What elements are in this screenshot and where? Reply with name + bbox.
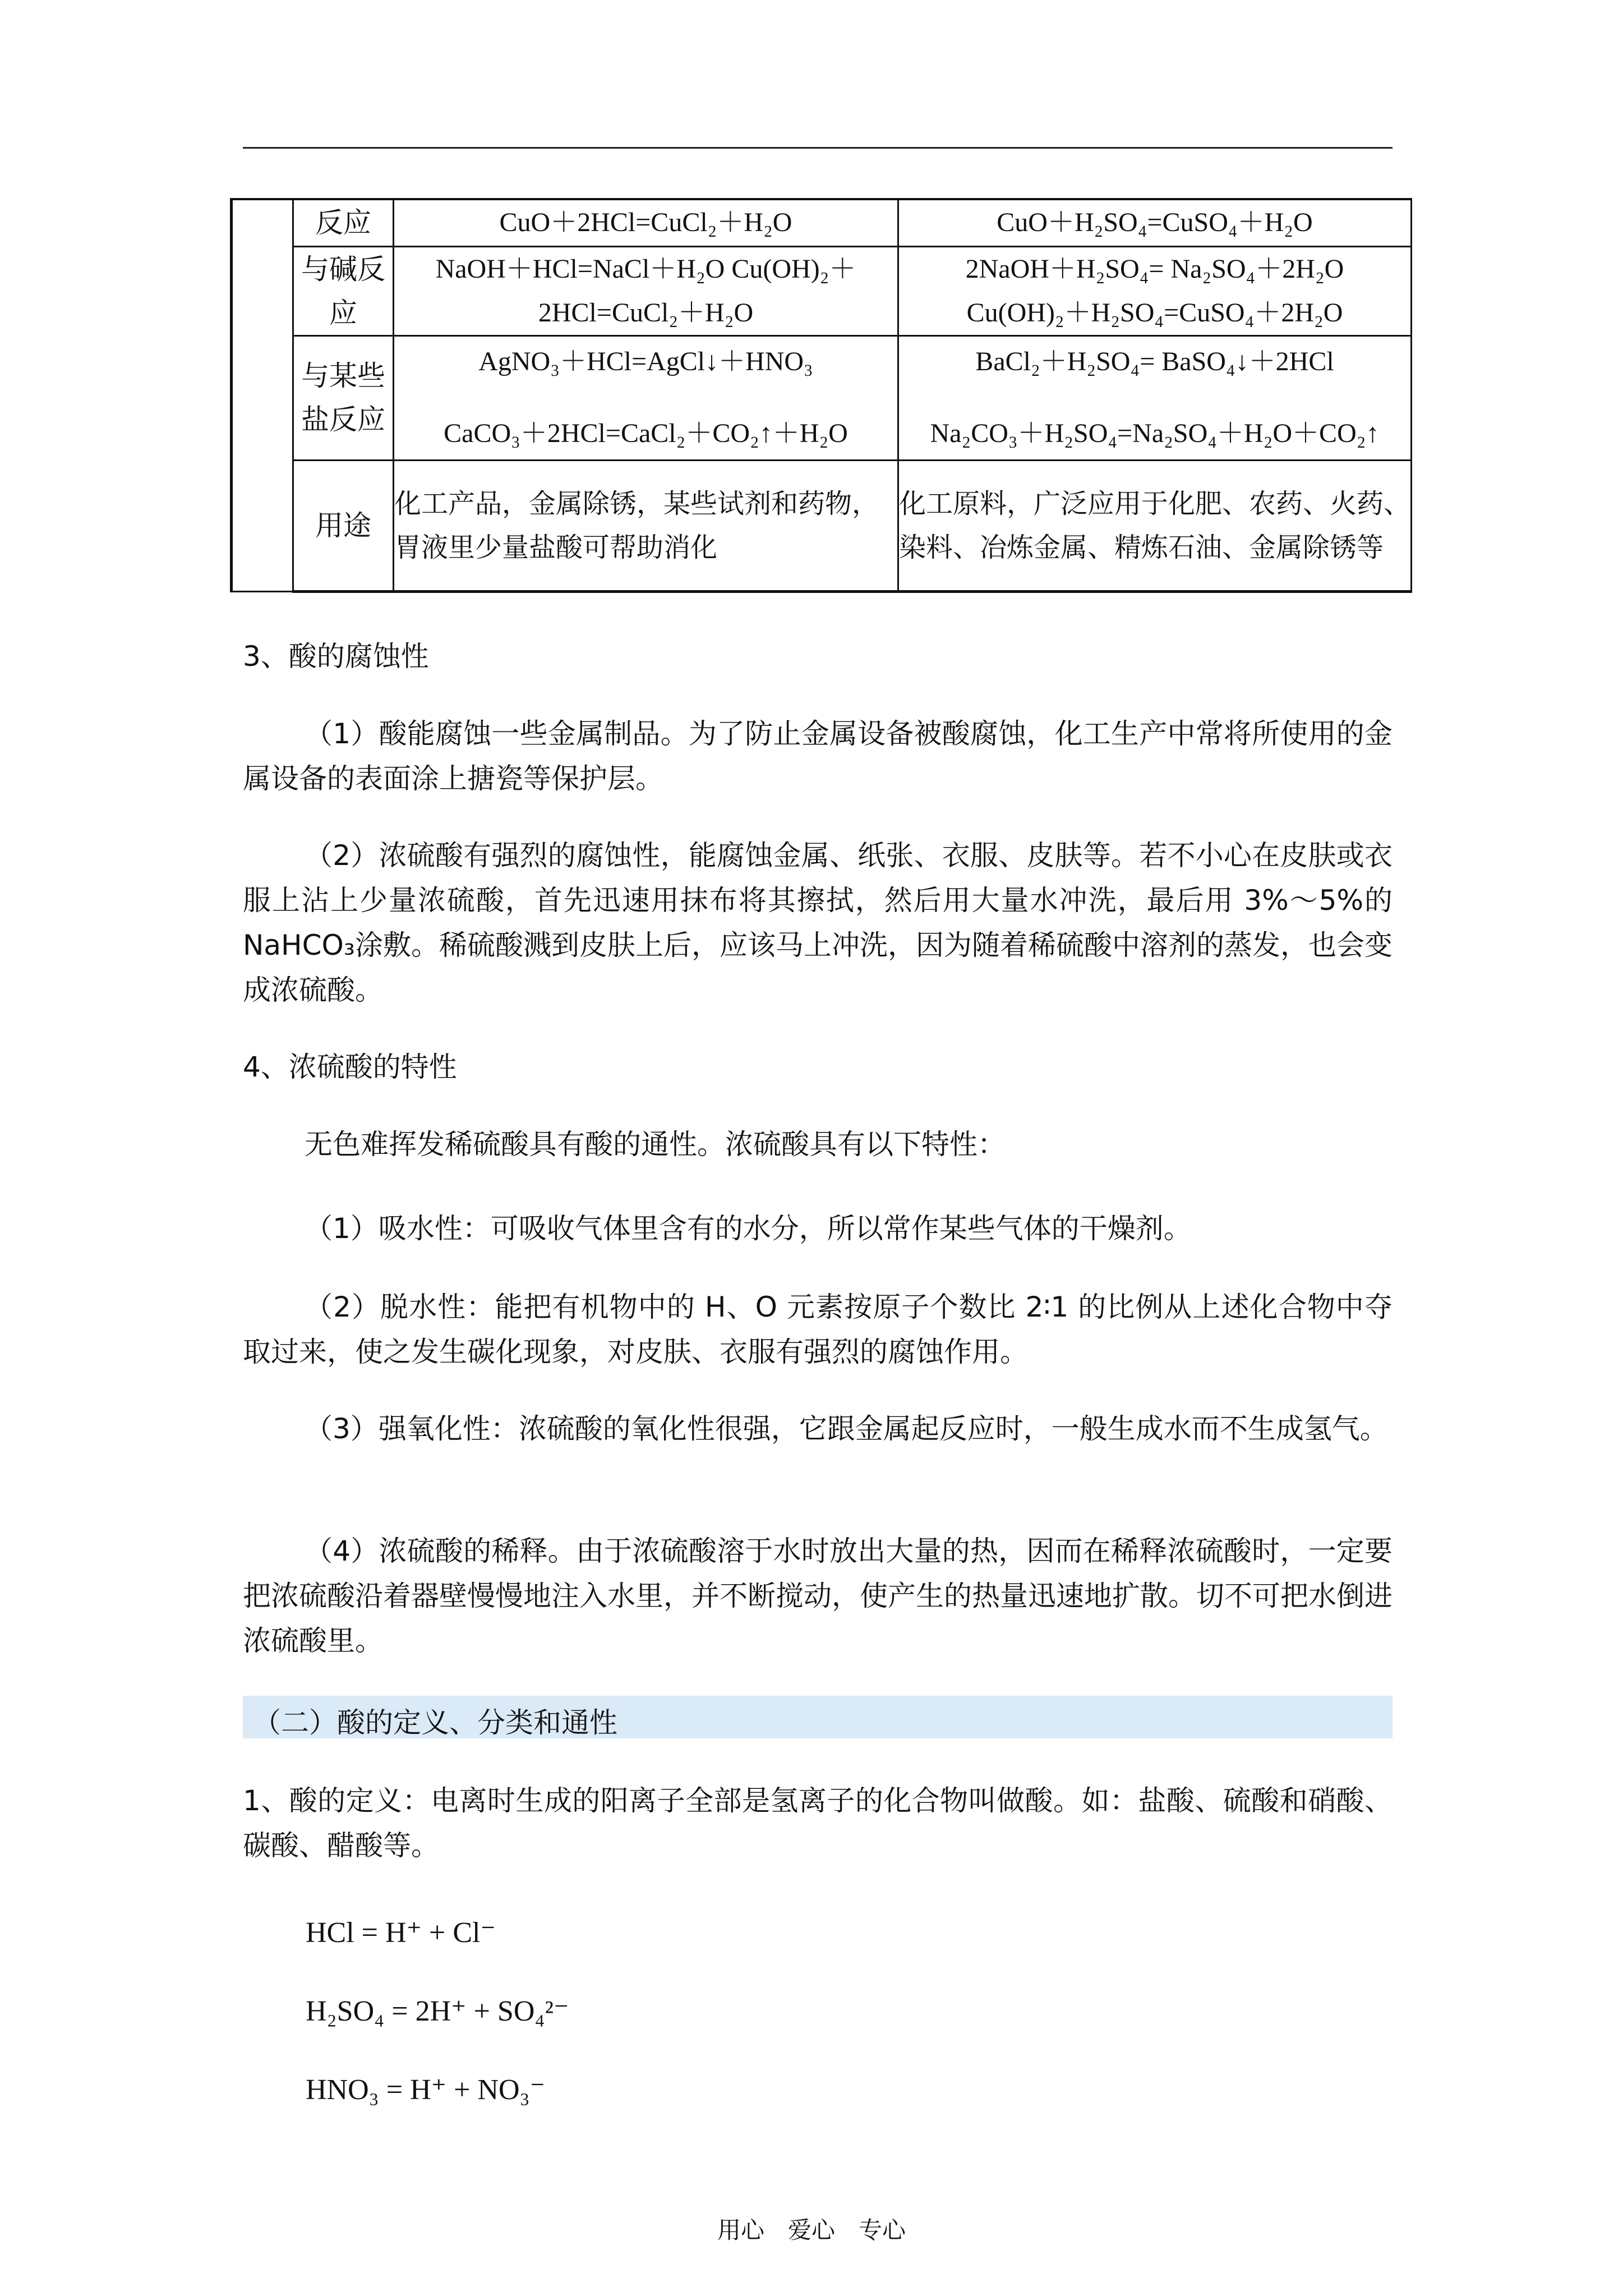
paragraph: （3）强氧化性：浓硫酸的氧化性很强，它跟金属起反应时，一般生成水而不生成氢气。	[305, 1412, 1388, 1445]
equation-line: NaOH＋HCl=NaCl＋H₂O Cu(OH)₂＋	[435, 254, 856, 284]
hcl-use-cell: 化工产品，金属除锈，某些试剂和药物，胃液里少量盐酸可帮助消化	[394, 460, 898, 591]
row-label	[293, 246, 394, 335]
row-label-line: 应	[329, 296, 357, 329]
equation-line: AgNO₃＋HCl=AgCl↓＋HNO₃	[478, 347, 813, 376]
row-label-line: 盐反应	[301, 403, 385, 436]
hcl-cell	[394, 335, 898, 460]
h2so4-use-cell: 化工原料，广泛应用于化肥、农药、火药、染料、冶炼金属、精炼石油、金属除锈等	[898, 460, 1412, 591]
table-row	[232, 246, 1412, 335]
row-label: 用途	[293, 460, 394, 591]
hcl-cell: CuO＋2HCl=CuCl₂＋H₂O	[394, 199, 898, 246]
h2so4-cell	[898, 335, 1412, 460]
h2so4-cell	[898, 246, 1412, 335]
paragraph: （1）吸水性：可吸收气体里含有的水分，所以常作某些气体的干燥剂。	[305, 1212, 1192, 1245]
equation-line: Na₂CO₃＋H₂SO₄=Na₂SO₄＋H₂O＋CO₂↑	[930, 418, 1380, 448]
hcl-cell	[394, 246, 898, 335]
section-banner	[243, 1696, 1393, 1738]
equation-line: 2HCl=CuCl₂＋H₂O	[538, 297, 754, 328]
equation-gap	[899, 384, 1410, 412]
equation-line: CaCO₃＋2HCl=CaCl₂＋CO₂↑＋H₂O	[444, 418, 848, 448]
table-row	[232, 460, 1412, 591]
equation-line: 2NaOH＋H₂SO₄= Na₂SO₄＋2H₂O	[965, 254, 1344, 284]
paragraph: （4）浓硫酸的稀释。由于浓硫酸溶于水时放出大量的热，因而在稀释浓硫酸时，一定要把浓硫酸沿着器壁慢慢地注入水里，并不断搅动，使产生的热量迅速地扩散。切不可把水倒进浓硫酸里。	[243, 1535, 1393, 1657]
table-row	[232, 335, 1412, 460]
paragraph: 无色难挥发稀硫酸具有酸的通性。浓硫酸具有以下特性：	[305, 1128, 1006, 1161]
table-row	[232, 199, 1412, 246]
section-heading: 3、酸的腐蚀性	[243, 640, 429, 673]
paragraph: 1、酸的定义：电离时生成的阳离子全部是氢离子的化合物叫做酸。如：盐酸、硫酸和硝酸、碳酸、醋酸等。	[243, 1784, 1393, 1862]
table-blank-cell	[232, 199, 293, 591]
row-label: 反应	[293, 199, 394, 246]
acid-properties-table	[230, 198, 1412, 593]
h2so4-cell: CuO＋H₂SO₄=CuSO₄＋H₂O	[898, 199, 1412, 246]
equation-gap	[394, 384, 897, 412]
banner-title: （二）酸的定义、分类和通性	[253, 1706, 617, 1739]
header-rule	[243, 147, 1393, 149]
row-label	[293, 335, 394, 460]
ionization-equation: HCl = H⁺ + Cl⁻	[306, 1917, 496, 1949]
ionization-equation: HNO₃ = H⁺ + NO₃⁻	[306, 2074, 546, 2106]
section-heading: 4、浓硫酸的特性	[243, 1051, 457, 1083]
row-label-line: 与某些	[301, 360, 385, 392]
ionization-equation: H₂SO₄ = 2H⁺ + SO₄²⁻	[306, 1995, 569, 2027]
page-footer: 用心 爱心 专心	[717, 2216, 906, 2244]
equation-line: BaCl₂＋H₂SO₄= BaSO₄↓＋2HCl	[975, 347, 1334, 376]
equation-line: Cu(OH)₂＋H₂SO₄=CuSO₄＋2H₂O	[966, 297, 1343, 328]
paragraph: （2）脱水性：能把有机物中的 H、O 元素按原子个数比 2∶1 的比例从上述化合物中夺取过来，使之发生碳化现象，对皮肤、衣服有强烈的腐蚀作用。	[243, 1291, 1393, 1368]
paragraph: （2）浓硫酸有强烈的腐蚀性，能腐蚀金属、纸张、衣服、皮肤等。若不小心在皮肤或衣服上沾上少量浓硫酸，首先迅速用抹布将其擦拭，然后用大量水冲洗，最后用 3%～5%的 NaHCO₃涂敷。稀硫酸溅到皮肤上后，应该马上冲洗，因为随着稀硫酸中溶剂的蒸发，也会变成浓硫酸。	[243, 839, 1393, 1006]
row-label-line: 与碱反	[301, 252, 385, 286]
paragraph: （1）酸能腐蚀一些金属制品。为了防止金属设备被酸腐蚀，化工生产中常将所使用的金属设备的表面涂上搪瓷等保护层。	[243, 717, 1393, 795]
